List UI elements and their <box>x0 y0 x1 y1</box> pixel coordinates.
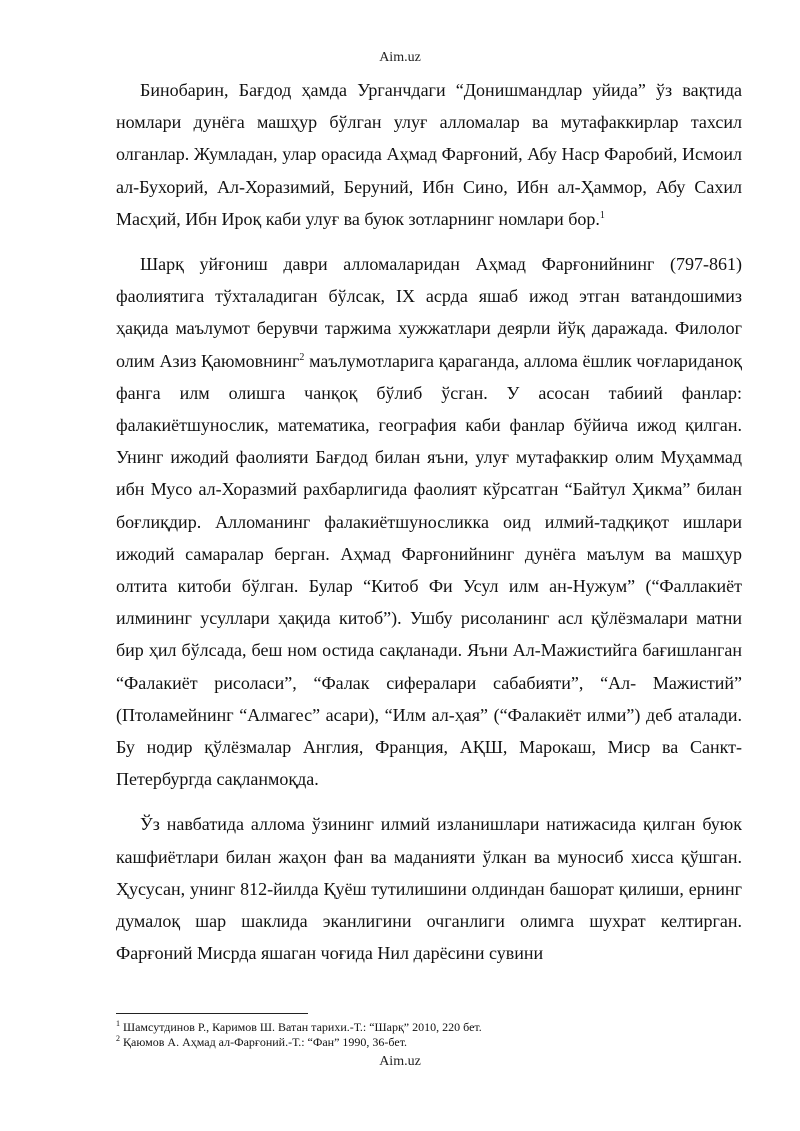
paragraph-2 <box>116 248 742 795</box>
footnotes <box>116 1020 742 1050</box>
footnote-mark: 1 <box>116 1019 120 1028</box>
paragraph-2-text-before: Шарқ уйғониш даври алломаларидан Аҳмад Фарғонийнинг (797-861) фаолиятига тўхталадиган бўлсак, IX асрда яшаб ижод этган ватандошимиз ҳақида маълумот берувчи таржима хужжатлари деярли йўқ даражада. Филолог олим Азиз Қаюмовнинг <box>116 254 742 371</box>
footnote-text: Қаюмов А. Аҳмад ал-Фарғоний.-Т.: “Фан” 1990, 36-бет. <box>120 1035 408 1049</box>
footnote-ref-2: 2 <box>299 351 305 363</box>
footnote-ref-1: 1 <box>599 209 605 221</box>
paragraph-1-text: Бинобарин, Бағдод ҳамда Урганчдаги “Донишмандлар уйида” ўз вақтида номлари дунёга машҳур бўлган улуғ алломалар ва мутафаккирлар тахсил олганлар. Жумладан, улар орасида Аҳмад Фарғоний, Абу Наср Фаробий, Исмоил ал-Бухорий, Ал-Хоразимий, Беруний, Ибн Сино, Ибн ал-Ҳаммор, Абу Сахил Масҳий, Ибн Ироқ каби улуғ ва буюк зотларнинг номлари бор. <box>116 80 742 229</box>
page-footer: Aim.uz <box>379 1054 421 1069</box>
paragraph-3-text: Ўз навбатида аллома ўзининг илмий изланишлари натижасида қилган буюк кашфиётлари билан жаҳон фан ва маданияти ўлкан ва муносиб хисса қўшган. Ҳусусан, унинг 812-йилда Қуёш тутилишини олдиндан башорат қилиши, ернинг думалоқ шар шаклида эканлигини очганлиги олимга шухрат келтирган. Фарғоний Мисрда яшаган чоғида Нил дарёсини сувини <box>116 814 742 964</box>
footnote-separator <box>116 1013 308 1014</box>
page-header: Aim.uz <box>379 50 421 65</box>
footnote-2 <box>116 1035 742 1050</box>
paragraph-1 <box>116 74 742 235</box>
footnote-1 <box>116 1020 742 1035</box>
footnote-text: Шамсутдинов Р., Каримов Ш. Ватан тарихи.-Т.: “Шарқ” 2010, 220 бет. <box>120 1020 482 1034</box>
footnote-mark: 2 <box>116 1034 120 1043</box>
body-text <box>116 74 742 969</box>
paragraph-2-text-after: маълумотларига қараганда, аллома ёшлик чоғлариданоқ фанга илм олишга чанқоқ бўлиб ўсган. У асосан табиий фанлар: фалакиётшунослик, математика, география каби фанлар бўйича ижод қилган. Унинг ижодий фаолияти Бағдод билан яъни, улуғ мутафаккир олим Муҳаммад ибн Мусо ал-Хоразмий рахбарлигида фаолият кўрсатган “Байтул Ҳикма” билан боғлиқдир. Алломанинг фалакиётшуносликка оид илмий-тадқиқот ишлари ижодий самаралар берган. Аҳмад Фарғонийнинг дунёга маълум ва машҳур олтита китоби бўлган. Булар “Китоб Фи Усул илм ан-Нужум” (“Фаллакиёт илмининг усуллари ҳақида китоб”). Ушбу рисоланинг асл қўлёзмалари матни бир ҳил бўлсада, беш ном остида сақланади. Яъни Ал-Мажистийга бағишланган “Фалакиёт рисоласи”, “Фалак сифералари сабабияти”, “Ал- Мажистий” (Птоламейнинг “Алмагес” асари), “Илм ал-ҳая” (“Фалакиёт илми”) деб аталади. Бу нодир қўлёзмалар Англия, Франция, АҚШ, Марокаш, Миср ва Санкт-Петербургда сақланмоқда. <box>116 350 742 790</box>
paragraph-3 <box>116 808 742 969</box>
